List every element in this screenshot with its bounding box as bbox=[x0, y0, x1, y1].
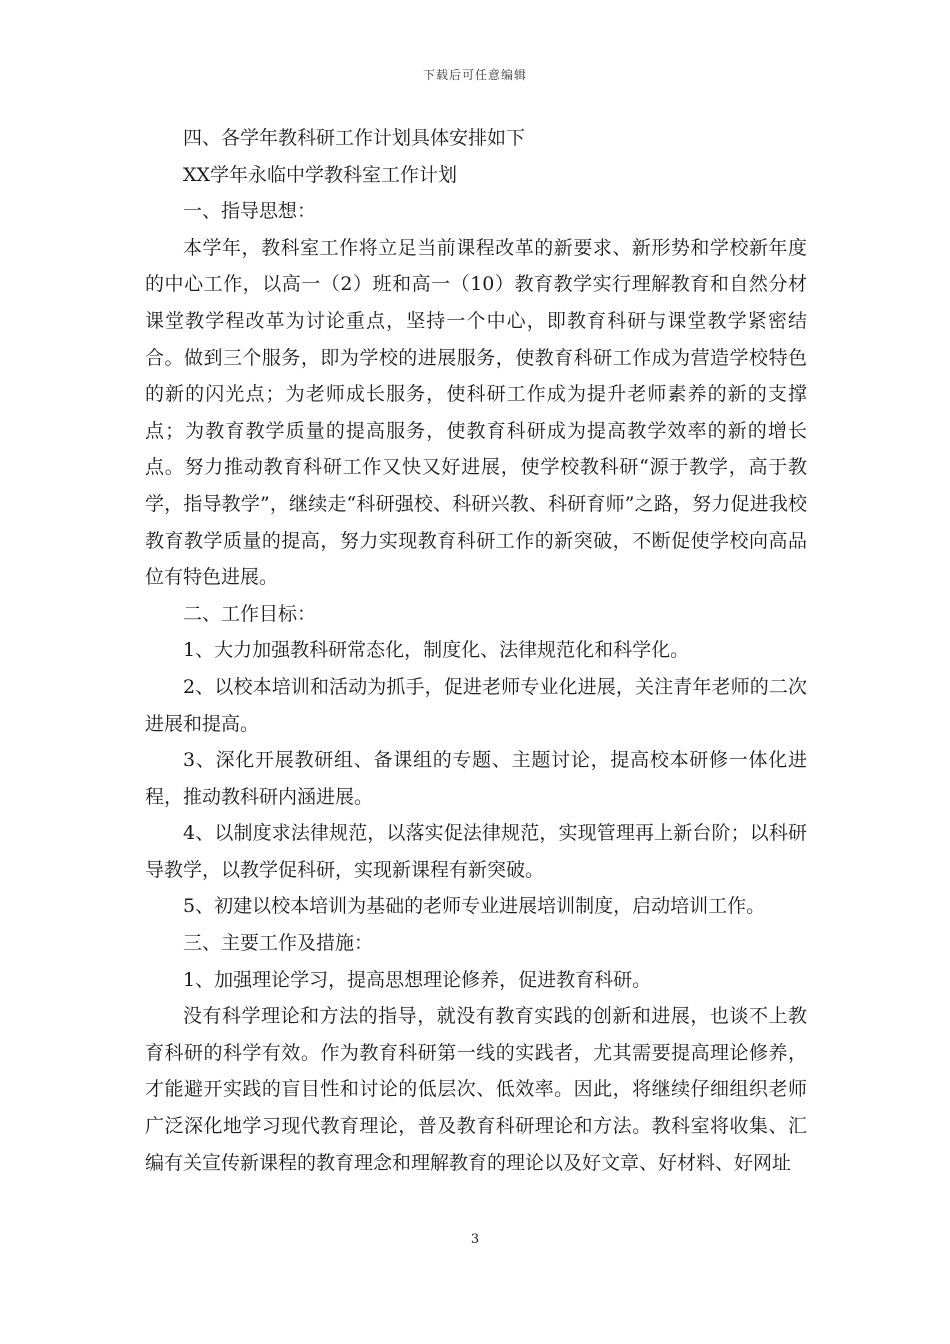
list-item: 2、以校本培训和活动为抓手，促进老师专业化进展，关注青年老师的二次进展和提高。 bbox=[145, 675, 807, 735]
list-item: 5、初建以校本培训为基础的老师专业进展培训制度，启动培训工作。 bbox=[183, 895, 766, 918]
body-paragraph: 本学年，教科室工作将立足当前课程改革的新要求、新形势和学校新年度的中心工作，以高一（2）班和高一（10）教育教学实行理解教育和自然分材课堂教学程改革为讨论重点，坚持一个中心，即教育科研与课堂教学紧密结合。做到三个服务，即为学校的进展服务，使教育科研工作成为营造学校特色的新的闪光点；为老师成长服务，使科研工作成为提升老师素养的新的支撑点；为教育教学质量的提高服务，使教育科研成为提高教学效率的新的增长点。努力推动教育科研工作又快又好进展，使学校教科研“源于教学，高于教学，指导教学”，继续走“科研强校、科研兴教、科研育师”之路，努力促进我校教育教学质量的提高，努力实现教育科研工作的新突破，不断促使学校向高品位有特色进展。 bbox=[145, 236, 807, 589]
document-body bbox=[145, 120, 807, 1181]
list-item: 1、加强理论学习，提高思想理论修养，促进教育科研。 bbox=[183, 968, 652, 991]
section-heading: 一、指导思想： bbox=[183, 200, 317, 223]
header-note: 下载后可任意编辑 bbox=[422, 68, 527, 82]
list-item: 3、深化开展教研组、备课组的专题、主题讨论，提高校本研修一体化进程，推动教科研内涵进展。 bbox=[145, 749, 807, 808]
section-heading: 四、各学年教科研工作计划具体安排如下 bbox=[183, 127, 526, 149]
body-paragraph: 没有科学理论和方法的指导，就没有教育实践的创新和进展，也谈不上教育科研的科学有效。作为教育科研第一线的实践者，尤其需要提高理论修养，才能避开实践的盲目性和讨论的低层次、低效率。因此，将继续仔细组织老师广泛深化地学习现代教育理论，普及教育科研理论和方法。教科室将收集、汇编有关宣传新课程的教育理念和理解教育的理论以及好文章、好材料、好网址 bbox=[145, 1005, 807, 1174]
list-item: 4、以制度求法律规范，以落实促法律规范，实现管理再上新台阶；以科研导教学，以教学促科研，实现新课程有新突破。 bbox=[145, 822, 807, 881]
section-heading: 三、主要工作及措施： bbox=[183, 932, 374, 955]
document-subtitle: XX学年永临中学教科室工作计划 bbox=[183, 163, 458, 186]
list-item: 1、大力加强教科研常态化，制度化、法律规范化和科学化。 bbox=[183, 639, 690, 662]
section-heading: 二、工作目标： bbox=[183, 602, 317, 625]
page-number: 3 bbox=[470, 1232, 480, 1247]
